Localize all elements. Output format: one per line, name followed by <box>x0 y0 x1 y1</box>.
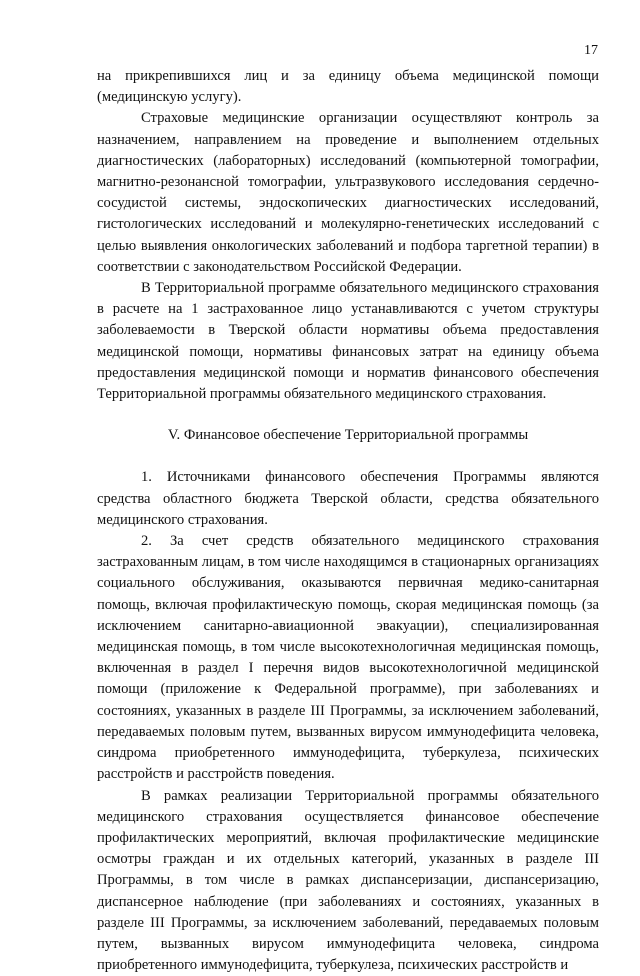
paragraph-preventive-measures: В рамках реализации Территориальной программы обязательного медицинского страхования осуществляется финансовое обеспечение профилактических мероприятий, включая профилактические медицинские осмотры граждан и их отдельных категорий, указанных в разделе III Программы, в том числе в рамках диспансеризации, диспансеризацию, диспансерное наблюдение (при заболеваниях и состояниях, указанных в разделе III Программы, за исключением заболеваний, передаваемых половым путем, вызванных вирусом иммунодефицита человека, синдрома приобретенного иммунодефицита, туберкулеза, психических расстройств и <box>97 786 599 976</box>
paragraph-continuation: на прикрепившихся лиц и за единицу объема медицинской помощи (медицинскую услугу). <box>97 66 599 108</box>
paragraph-funding-sources: 1. Источниками финансового обеспечения Программы являются средства областного бюджета Тверской области, средства обязательного медицинского страхования. <box>97 467 599 531</box>
page-number: 17 <box>584 43 598 59</box>
document-body <box>97 66 599 976</box>
paragraph-oms-coverage: 2. За счет средств обязательного медицинского страхования застрахованным лицам, в том числе находящимся в стационарных организациях социального обслуживания, оказываются первичная медико-санитарная помощь, включая профилактическую помощь, скорая медицинская помощь (за исключением санитарно-авиационной эвакуации), специализированная медицинская помощь, в том числе высокотехнологичная медицинская помощь, включенная в раздел I перечня видов высокотехнологичной медицинской помощи (приложение к Федеральной программе), при заболеваниях и состояниях, указанных в разделе III Программы, за исключением заболеваний, передаваемых половым путем, вызванных вирусом иммунодефицита человека, синдрома приобретенного иммунодефицита, туберкулеза, психических расстройств и расстройств поведения. <box>97 531 599 785</box>
section-heading: V. Финансовое обеспечение Территориальной программы <box>97 405 599 467</box>
paragraph-insurance-control: Страховые медицинские организации осуществляют контроль за назначением, направлением на проведение и выполнением отдельных диагностических (лабораторных) исследований (компьютерной томографии, магнитно-резонансной томографии, ультразвукового исследования сердечно-сосудистой системы, эндоскопических диагностических исследований, гистологических исследований и молекулярно-генетических исследований с целью выявления онкологических заболеваний и подбора таргетной терапии) в соответствии с законодательством Российской Федерации. <box>97 108 599 278</box>
paragraph-normatives: В Территориальной программе обязательного медицинского страхования в расчете на 1 застрахованное лицо устанавливаются с учетом структуры заболеваемости в Тверской области нормативы объема предоставления медицинской помощи, нормативы финансовых затрат на единицу объема предоставления медицинской помощи и норматив финансового обеспечения Территориальной программы обязательного медицинского страхования. <box>97 278 599 405</box>
